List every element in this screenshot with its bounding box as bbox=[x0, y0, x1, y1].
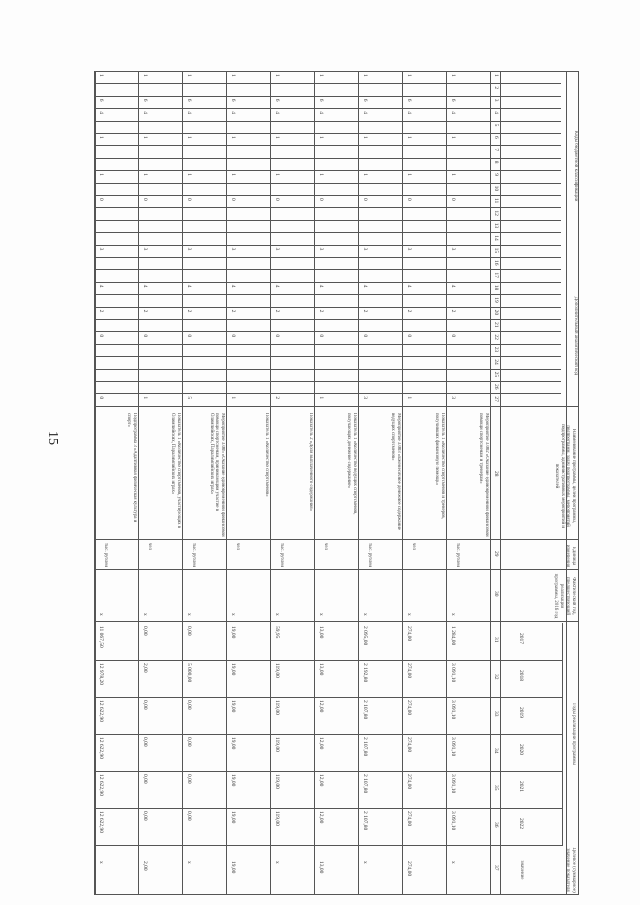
column-number: 14 bbox=[493, 235, 499, 241]
row-year-value: 3 091,10 bbox=[450, 663, 456, 683]
column-number: 37 bbox=[493, 865, 499, 871]
code-digit: 4 bbox=[230, 111, 236, 114]
row-year-value: 0,00 bbox=[186, 700, 192, 710]
row-description: Мероприятие 3.002 «Оказание единовременной финансовой помощи спортсменам и тренерам» bbox=[478, 413, 489, 537]
code-digit: 0 bbox=[274, 198, 280, 201]
row-year-value: 0,00 bbox=[186, 774, 192, 784]
row-year-value: 12 622,90 bbox=[98, 737, 104, 759]
column-number: 27 bbox=[493, 396, 499, 402]
code-digit: 0 bbox=[230, 334, 236, 338]
code-digit: 1 bbox=[318, 136, 324, 139]
column-number: 35 bbox=[493, 785, 499, 791]
column-number: 18 bbox=[493, 284, 499, 291]
row-actual: х bbox=[362, 613, 368, 616]
code-digit: 6 bbox=[362, 98, 368, 102]
code-digit: 6 bbox=[274, 98, 280, 102]
row-target: х bbox=[362, 861, 368, 864]
grid-line bbox=[95, 83, 561, 84]
grid-line bbox=[95, 569, 579, 570]
column-number: 32 bbox=[493, 674, 499, 680]
column-number: 25 bbox=[493, 371, 499, 378]
row-description: Подпрограмма 3 «Адаптивная физическая культура и спорт» bbox=[126, 413, 137, 523]
code-digit: 3 bbox=[274, 247, 280, 251]
row-year-value: 119,00 bbox=[274, 737, 280, 752]
year-header: 2019 bbox=[518, 707, 524, 718]
code-digit: 1 bbox=[450, 173, 456, 176]
row-year-value: 12 622,90 bbox=[98, 774, 104, 796]
actual-year-header: Фактический год, предшествующий реализации программы, 2016 год bbox=[553, 573, 576, 619]
code-digit: 1 bbox=[98, 136, 104, 139]
code-digit: 3 bbox=[230, 247, 236, 251]
code-digit: 4 bbox=[142, 284, 148, 288]
row-year-value: 274,00 bbox=[406, 700, 412, 716]
grid-line bbox=[566, 71, 567, 895]
code-digit: 0 bbox=[450, 334, 456, 338]
row-year-value: 13,00 bbox=[318, 626, 324, 639]
code-digit: 1 bbox=[142, 173, 148, 176]
year-header: 2018 bbox=[518, 670, 524, 681]
code-digit: 4 bbox=[274, 284, 280, 288]
row-year-value: 274,00 bbox=[406, 811, 412, 827]
code-digit: 4 bbox=[274, 111, 280, 114]
code-digit: 1 bbox=[362, 136, 368, 139]
code-digit: 6 bbox=[450, 98, 456, 102]
column-number: 7 bbox=[493, 148, 499, 152]
code-digit: 6 bbox=[142, 98, 148, 102]
code-digit: 1 bbox=[230, 74, 236, 77]
code-digit: 3 bbox=[362, 247, 368, 251]
row-unit: чел bbox=[235, 543, 240, 550]
grid-line bbox=[95, 294, 561, 295]
row-year-value: 0,00 bbox=[186, 737, 192, 747]
code-digit: 4 bbox=[318, 284, 324, 288]
column-number: 4 bbox=[493, 111, 499, 114]
grid-line bbox=[95, 771, 563, 772]
row-year-value: 13,00 bbox=[318, 663, 324, 676]
row-year-value: 1 284,00 bbox=[450, 626, 456, 646]
code-digit: 4 bbox=[142, 111, 148, 114]
code-digit: 1 bbox=[230, 173, 236, 176]
code-digit: 6 bbox=[230, 98, 236, 102]
code-digit: 2 bbox=[186, 309, 192, 313]
row-actual: х bbox=[318, 613, 324, 616]
grid-line bbox=[95, 96, 561, 97]
code-digit: 2 bbox=[142, 309, 148, 313]
code-digit: 0 bbox=[318, 198, 324, 201]
grid-line bbox=[95, 319, 561, 320]
row-year-value: 274,00 bbox=[406, 774, 412, 790]
code-digit: 1 bbox=[450, 136, 456, 139]
code-digit: 0 bbox=[362, 198, 368, 201]
row-year-value: 12,00 bbox=[318, 774, 324, 787]
code-digit: 1 bbox=[98, 74, 104, 77]
code-digit: 6 bbox=[98, 98, 104, 102]
column-number: 1 bbox=[493, 74, 499, 77]
row-year-value: 2 192,80 bbox=[362, 663, 368, 683]
row-year-value: 2 107,80 bbox=[362, 737, 368, 757]
code-digit: 1 bbox=[406, 396, 412, 400]
grid-line bbox=[95, 133, 561, 134]
column-number: 17 bbox=[493, 272, 499, 278]
code-digit: 0 bbox=[230, 198, 236, 201]
column-number: 15 bbox=[493, 247, 499, 254]
row-unit: чел bbox=[323, 543, 328, 550]
code-digit: 2 bbox=[450, 309, 456, 313]
grid-line bbox=[95, 660, 563, 661]
row-year-value: 3 091,10 bbox=[450, 811, 456, 831]
grid-line bbox=[95, 170, 561, 171]
code-digit: 3 bbox=[98, 247, 104, 251]
row-unit: тыс. рублей bbox=[367, 543, 372, 567]
code-digit: 0 bbox=[98, 396, 104, 400]
column-number: 8 bbox=[493, 160, 499, 164]
code-digit: 6 bbox=[186, 98, 192, 102]
row-year-value: 0,00 bbox=[142, 774, 148, 784]
row-actual: х bbox=[98, 613, 104, 616]
column-number: 6 bbox=[493, 136, 499, 139]
code-digit: 4 bbox=[406, 284, 412, 288]
row-year-value: 12 622,90 bbox=[98, 700, 104, 722]
code-digit: 0 bbox=[450, 198, 456, 201]
code-digit: 0 bbox=[186, 334, 192, 338]
column-number: 2 bbox=[493, 86, 499, 90]
code-digit: 1 bbox=[406, 173, 412, 176]
row-year-value: 19,00 bbox=[230, 626, 236, 639]
years-caption: Годы реализации программы bbox=[571, 703, 576, 765]
code-digit: 1 bbox=[274, 136, 280, 139]
row-target: 13,00 bbox=[318, 861, 324, 874]
row-year-value: 3 091,10 bbox=[450, 774, 456, 794]
row-year-value: 119,00 bbox=[274, 811, 280, 826]
row-target: х bbox=[450, 861, 456, 864]
row-target: х bbox=[186, 861, 192, 864]
column-number: 10 bbox=[493, 185, 499, 192]
row-unit: чел bbox=[411, 543, 416, 550]
row-year-value: 3 091,10 bbox=[450, 737, 456, 757]
row-actual: х bbox=[274, 613, 280, 616]
grid-line bbox=[95, 356, 561, 357]
row-unit: тыс. рублей bbox=[279, 543, 284, 567]
row-target: х bbox=[274, 861, 280, 864]
row-year-value: 12,00 bbox=[318, 811, 324, 824]
code-digit: 1 bbox=[230, 396, 236, 400]
codes-caption: Коды бюджетной классификации bbox=[573, 130, 578, 202]
grid-line bbox=[95, 145, 561, 146]
grid-line bbox=[95, 845, 563, 846]
row-description: Показатель 2 «Доля выплаченного содержания» bbox=[308, 413, 313, 512]
year-header: 2022 bbox=[518, 818, 524, 829]
code-digit: 4 bbox=[362, 284, 368, 288]
column-number: 11 bbox=[493, 198, 499, 204]
row-actual: х bbox=[186, 613, 192, 616]
column-number: 3 bbox=[493, 98, 499, 102]
code-digit: 4 bbox=[186, 111, 192, 114]
code-digit: 0 bbox=[98, 198, 104, 201]
column-number: 29 bbox=[493, 551, 499, 557]
code-digit: 1 bbox=[318, 173, 324, 176]
row-year-value: 19,00 bbox=[230, 663, 236, 676]
row-year-value: 274,00 bbox=[406, 737, 412, 753]
grid-line bbox=[95, 269, 561, 270]
code-digit: 1 bbox=[186, 74, 192, 77]
code-digit: 1 bbox=[98, 173, 104, 176]
code-digit: 4 bbox=[450, 284, 456, 288]
code-digit: 6 bbox=[318, 98, 324, 102]
row-target: 2,00 bbox=[142, 861, 148, 871]
row-year-value: 0,00 bbox=[186, 811, 192, 821]
code-digit: 0 bbox=[406, 198, 412, 201]
code-digit: 1 bbox=[406, 74, 412, 77]
code-digit: 1 bbox=[362, 74, 368, 77]
code-digit: 1 bbox=[142, 136, 148, 139]
grid-line bbox=[95, 539, 579, 540]
additional-code-caption: Дополнительный аналитический код bbox=[573, 296, 578, 376]
target-value-label: значение bbox=[519, 860, 524, 880]
code-digit: 6 bbox=[406, 98, 412, 102]
row-year-value: 119,00 bbox=[274, 700, 280, 715]
row-year-value: 119,00 bbox=[274, 774, 280, 789]
column-number: 12 bbox=[493, 210, 499, 216]
row-year-value: 2,00 bbox=[142, 663, 148, 673]
code-digit: 1 bbox=[318, 396, 324, 400]
row-year-value: 12,00 bbox=[318, 700, 324, 713]
column-number: 22 bbox=[493, 334, 499, 340]
row-unit: тыс. рублей bbox=[103, 543, 108, 567]
column-number: 28 bbox=[493, 471, 499, 477]
code-digit: 4 bbox=[98, 284, 104, 288]
code-digit: 0 bbox=[274, 334, 280, 338]
column-number: 13 bbox=[493, 222, 499, 229]
row-actual: х bbox=[142, 613, 148, 616]
row-year-value: 19,00 bbox=[230, 737, 236, 750]
code-digit: 0 bbox=[142, 334, 148, 338]
code-digit: 3 bbox=[318, 247, 324, 251]
column-number: 26 bbox=[493, 384, 499, 390]
code-digit: 3 bbox=[186, 247, 192, 251]
row-year-value: 5 000,00 bbox=[186, 663, 192, 683]
code-digit: 3 bbox=[450, 396, 456, 400]
row-year-value: 0,00 bbox=[142, 700, 148, 710]
code-digit: 1 bbox=[406, 136, 412, 139]
row-unit: чел bbox=[147, 543, 152, 550]
grid-line bbox=[95, 381, 561, 382]
code-digit: 2 bbox=[274, 309, 280, 313]
code-digit: 1 bbox=[230, 136, 236, 139]
code-digit: 4 bbox=[406, 111, 412, 114]
row-description: Показатель 1 «Количество спортсменов и тренеров, получивших финансовую помощь» bbox=[434, 413, 445, 519]
row-year-value: 19,00 bbox=[230, 774, 236, 787]
unit-header: Единица измерения bbox=[565, 544, 576, 568]
row-actual: х bbox=[230, 613, 236, 616]
row-year-value: 2 095,00 bbox=[362, 626, 368, 646]
row-description: Мероприятие 3.005 «Оказание единовременной финансовой помощи спортсменам, принимающим участие в Олимпийских, Паралимпийских играх» bbox=[208, 413, 225, 537]
column-number: 23 bbox=[493, 346, 499, 353]
row-year-value: 12 622,90 bbox=[98, 811, 104, 833]
code-digit: 1 bbox=[274, 173, 280, 176]
grid-line bbox=[95, 369, 561, 370]
grid-line bbox=[95, 245, 561, 246]
row-description: Показатель 1 «Количество ведущих спортсменов, получающих денежное содержание» bbox=[346, 413, 357, 515]
code-digit: 1 bbox=[318, 74, 324, 77]
target-caption: Целевое (суммарное) значение показателя bbox=[565, 847, 576, 893]
row-year-value: 3 091,10 bbox=[450, 700, 456, 720]
row-year-value: 2 107,80 bbox=[362, 700, 368, 720]
code-digit: 2 bbox=[230, 309, 236, 313]
code-digit: 0 bbox=[142, 198, 148, 201]
year-header: 2017 bbox=[518, 633, 524, 644]
grid-line bbox=[95, 331, 561, 332]
code-digit: 1 bbox=[186, 136, 192, 139]
column-number: 20 bbox=[493, 309, 499, 316]
row-actual: х bbox=[406, 613, 412, 616]
code-digit: 3 bbox=[362, 396, 368, 400]
row-target: х bbox=[98, 861, 104, 864]
code-digit: 1 bbox=[186, 173, 192, 176]
code-digit: 2 bbox=[362, 309, 368, 313]
grid-line bbox=[95, 121, 561, 122]
column-number: 21 bbox=[493, 322, 499, 328]
code-digit: 2 bbox=[406, 309, 412, 313]
grid-line bbox=[95, 621, 579, 622]
row-year-value: 0,00 bbox=[142, 811, 148, 821]
grid-line bbox=[95, 697, 563, 698]
row-description: Мероприятие 3.003 «Ежемесячное денежное содержание ведущих спортсменов» bbox=[390, 413, 401, 530]
grid-line bbox=[95, 195, 561, 196]
grid-line bbox=[95, 220, 561, 221]
grid-line bbox=[95, 183, 561, 184]
code-digit: 0 bbox=[362, 334, 368, 338]
column-number: 5 bbox=[493, 123, 499, 127]
row-actual: х bbox=[450, 613, 456, 616]
code-digit: 3 bbox=[142, 247, 148, 251]
code-digit: 4 bbox=[98, 111, 104, 114]
row-year-value: 274,00 bbox=[406, 663, 412, 679]
program-names-header: Наименование программы, целей программы, подпрограмм, задач подпрограммы, мероприятий подпрограммы, административных мероприятий и показателей bbox=[554, 424, 576, 528]
row-year-value: 0,00 bbox=[142, 737, 148, 747]
row-year-value: 11 067,50 bbox=[98, 626, 104, 648]
row-year-value: 0,00 bbox=[142, 626, 148, 636]
grid-line bbox=[95, 232, 561, 233]
code-digit: 4 bbox=[362, 111, 368, 114]
code-digit: 1 bbox=[362, 173, 368, 176]
code-digit: 4 bbox=[450, 111, 456, 114]
row-year-value: 0,00 bbox=[186, 626, 192, 636]
grid-line bbox=[95, 257, 561, 258]
row-year-value: 2 107,80 bbox=[362, 774, 368, 794]
grid-line bbox=[95, 344, 561, 345]
column-number: 9 bbox=[493, 173, 499, 176]
code-digit: 2 bbox=[318, 309, 324, 313]
code-digit: 0 bbox=[406, 334, 412, 338]
grid-line bbox=[95, 307, 561, 308]
page-number: 15 bbox=[45, 431, 60, 445]
column-number: 30 bbox=[493, 591, 499, 597]
code-digit: 4 bbox=[318, 111, 324, 114]
row-year-value: 12 978,20 bbox=[98, 663, 104, 685]
code-digit: 4 bbox=[186, 284, 192, 288]
code-digit: 2 bbox=[98, 309, 104, 313]
budget-table bbox=[95, 71, 579, 895]
row-unit: тыс. рублей bbox=[191, 543, 196, 567]
row-target: 274,00 bbox=[406, 861, 412, 877]
row-year-value: 19,00 bbox=[230, 700, 236, 713]
grid-line bbox=[95, 108, 561, 109]
column-number: 31 bbox=[493, 637, 499, 643]
grid-line bbox=[95, 393, 561, 394]
code-digit: 4 bbox=[230, 284, 236, 288]
column-number: 36 bbox=[493, 822, 499, 828]
code-digit: 3 bbox=[406, 247, 412, 251]
code-digit: 3 bbox=[450, 247, 456, 251]
grid-line bbox=[95, 406, 579, 407]
code-digit: 1 bbox=[142, 396, 148, 400]
code-digit: 2 bbox=[274, 396, 280, 400]
grid-line bbox=[95, 734, 563, 735]
row-description: Показатель 1 «Количество спортсменов» bbox=[264, 413, 269, 497]
row-target: 19,00 bbox=[230, 861, 236, 874]
column-number: 34 bbox=[493, 748, 499, 754]
code-digit: 1 bbox=[142, 74, 148, 77]
grid-line bbox=[95, 158, 561, 159]
year-header: 2021 bbox=[518, 781, 524, 792]
row-year-value: 59,95 bbox=[274, 626, 280, 639]
year-header: 2020 bbox=[518, 744, 524, 755]
row-year-value: 2 107,80 bbox=[362, 811, 368, 831]
code-digit: 0 bbox=[98, 334, 104, 338]
row-description: Показатель 1 «Количество спортсменов, участвующих в Олимпийских, Паралимпийских играх» bbox=[170, 413, 181, 529]
code-digit: 0 bbox=[318, 334, 324, 338]
code-digit: 1 bbox=[274, 74, 280, 77]
grid-line bbox=[95, 207, 561, 208]
row-year-value: 19,00 bbox=[230, 811, 236, 824]
row-year-value: 274,00 bbox=[406, 626, 412, 642]
grid-line bbox=[95, 808, 563, 809]
column-number: 19 bbox=[493, 297, 499, 303]
column-number: 16 bbox=[493, 260, 499, 266]
row-year-value: 119,00 bbox=[274, 663, 280, 678]
column-number: 33 bbox=[493, 711, 499, 717]
column-number: 24 bbox=[493, 359, 499, 365]
row-unit: тыс. рублей bbox=[455, 543, 460, 567]
row-year-value: 12,00 bbox=[318, 737, 324, 750]
code-digit: 5 bbox=[186, 396, 192, 400]
code-digit: 0 bbox=[186, 198, 192, 201]
code-digit: 1 bbox=[450, 74, 456, 77]
grid-line bbox=[95, 282, 561, 283]
